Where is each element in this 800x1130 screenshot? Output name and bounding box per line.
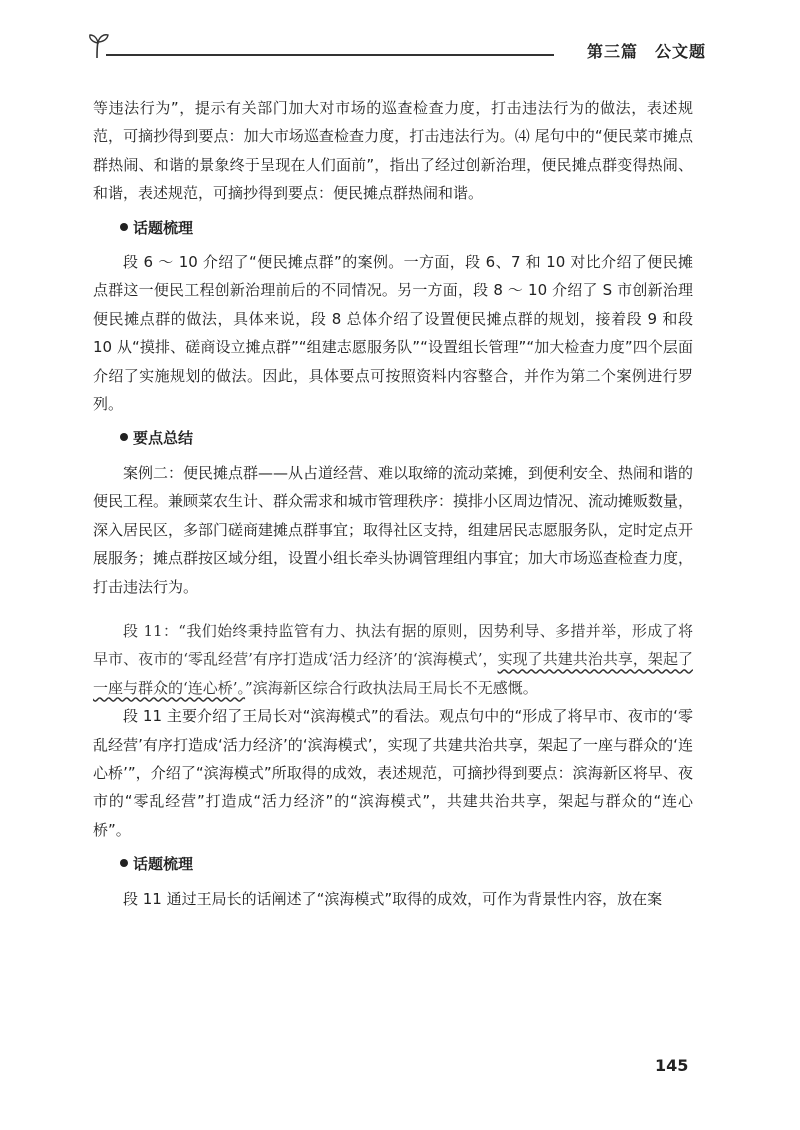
header-rule	[106, 54, 554, 56]
bullet-heading	[120, 850, 693, 878]
page-number: 145	[655, 1056, 689, 1075]
body-paragraph: 段 6 ～ 10 介绍了“便民摊点群”的案例。一方面，段 6、7 和 10 对比介绍了便民摊点群这一便民工程创新治理前后的不同情况。另一方面，段 8 ～ 10 介绍了 S 市创新治理便民摊点群的做法，具体来说，段 8 总体介绍了设置便民摊点群的规划，接着段 9 和段 10 从“摸排、磋商设立摊点群”“组建志愿服务队”“设置组长管理”“加大检查力度”四个层面介绍了实施规划的做法。因此，具体要点可按照资料内容整合，并作为第二个案例进行罗列。	[93, 253, 693, 414]
bullet-dot-icon	[120, 223, 128, 231]
bullet-heading	[120, 424, 693, 452]
body-paragraph: 段 11 主要介绍了王局长对“滨海模式”的看法。观点句中的“形成了将早市、夜市的‘零乱经营’有序打造成‘活力经济’的‘滨海模式’，实现了共建共治共享，架起了一座与群众的‘连心桥’”，介绍了“滨海模式”所取得的成效，表述规范，可摘抄得到要点：滨海新区将早、夜市的“零乱经营”打造成“活力经济”的“滨海模式”，共建共治共享，架起与群众的“连心桥”。	[93, 707, 693, 839]
bullet-heading-text: 话题梳理	[133, 218, 194, 237]
body-paragraph: 段 11 通过王局长的话阐述了“滨海模式”取得的成效，可作为背景性内容，放在案	[123, 889, 663, 908]
quote-text-end: ”滨海新区综合行政执法局王局长不无感慨。	[245, 678, 538, 697]
quoted-source-paragraph	[93, 617, 693, 702]
quote-underlined-text: 实现了共建共治共享，架起了一座与群众的‘连心桥’。	[93, 650, 693, 697]
quote-text: 段 11：“我们始终秉持监管有力、执法有据的原则，因势利导、多措并举，形成了将早市、夜市的‘零乱经营’有序打造成‘活力经济’的‘滨海模式’，	[93, 621, 693, 669]
running-header	[86, 30, 706, 70]
bullet-dot-icon	[120, 433, 128, 441]
page-body	[93, 94, 693, 913]
bullet-heading-text: 要点总结	[133, 429, 194, 448]
body-paragraph: 等违法行为”，提示有关部门加大对市场的巡查检查力度，打击违法行为的做法，表述规范，可摘抄得到要点：加大市场巡查检查力度，打击违法行为。⑷ 尾句中的“便民菜市摊点群热闹、和谐的景象终于呈现在人们面前”，指出了经过创新治理，便民摊点群变得热闹、和谐，表述规范，可摘抄得到要点：便民摊点群热闹和谐。	[93, 99, 693, 203]
section-title: 第三篇 公文题	[586, 42, 706, 61]
bullet-dot-icon	[120, 859, 128, 867]
bullet-heading-text: 话题梳理	[133, 855, 194, 874]
body-paragraph: 案例二：便民摊点群——从占道经营、难以取缔的流动菜摊，到便利安全、热闹和谐的便民工程。兼顾菜农生计、群众需求和城市管理秩序：摸排小区周边情况、流动摊贩数量，深入居民区，多部门磋商建摊点群事宜；取得社区支持，组建居民志愿服务队，定时定点开展服务；摊点群按区域分组，设置小组长牵头协调管理组内事宜；加大市场巡查检查力度，打击违法行为。	[93, 463, 694, 596]
bullet-heading	[120, 214, 693, 242]
